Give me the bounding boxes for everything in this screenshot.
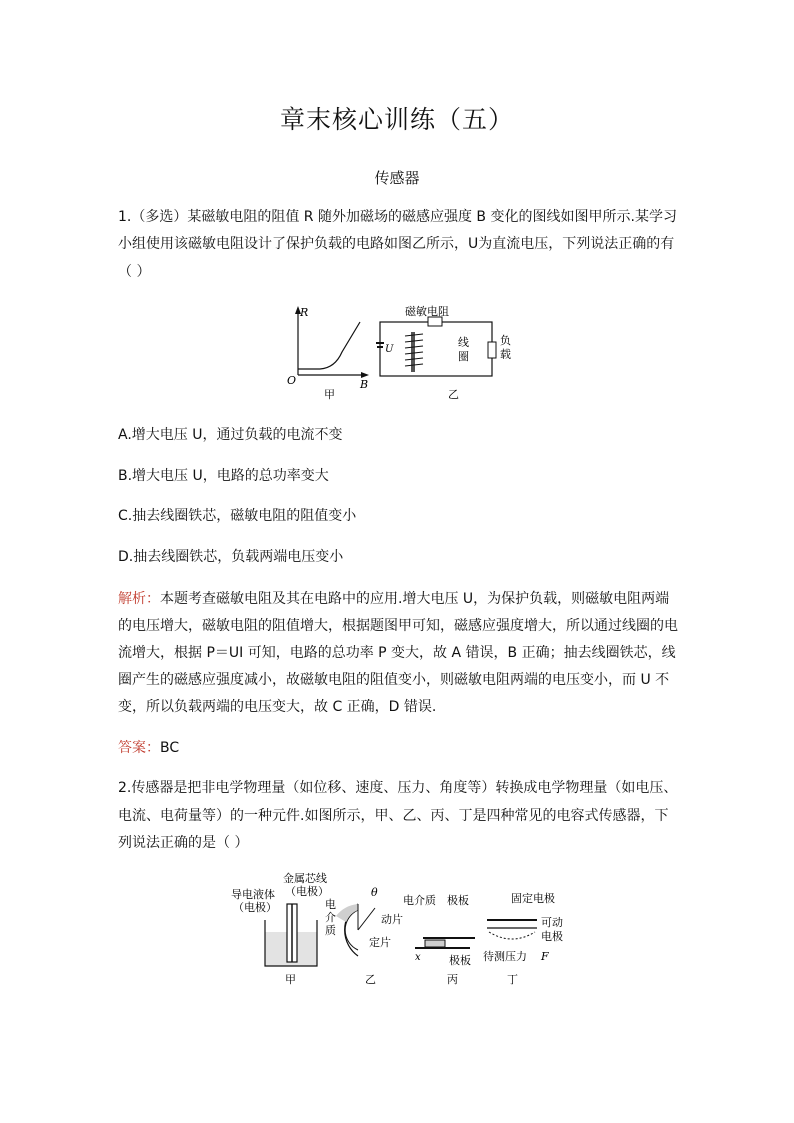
caption-jia: 甲	[285, 973, 296, 986]
movable-label-2: 电极	[541, 930, 563, 943]
q2-stem-line-3: 列说法正确的是（ ）	[118, 835, 249, 851]
q1-option-a: A.增大电压 U，通过负载的电流不变	[118, 427, 343, 443]
answer-value: BC	[160, 740, 180, 756]
q1-analysis-line-4: 圈产生的磁感应强度减小，故磁敏电阻的阻值变小，则磁敏电阻两端的电压变小，而 U 不	[118, 672, 670, 688]
fixed-plate-label: 定片	[369, 936, 391, 949]
coil-label-2: 圈	[458, 350, 469, 363]
resistor-label: 磁敏电阻	[405, 305, 449, 318]
q2-stem-line-1: 2.传感器是把非电学物理量（如位移、速度、压力、角度等）转换成电学物理量（如电压、	[118, 780, 678, 796]
movable-label-1: 可动	[541, 916, 563, 929]
dielectric-label-3: 质	[325, 924, 336, 937]
sensor-ding	[483, 891, 563, 986]
section-subtitle: 传感器	[374, 169, 420, 187]
q1-option-d: D.抽去线圈铁芯，负载两端电压变小	[118, 549, 344, 565]
coil-label-1: 线	[458, 336, 469, 349]
q1-figure	[280, 300, 520, 405]
axis-label-r: R	[300, 306, 309, 319]
plate-top-label: 极板	[447, 894, 469, 907]
caption-yi: 乙	[448, 388, 459, 401]
answer-label: 答案：	[118, 740, 160, 756]
q1-stem-line-3: （ ）	[118, 264, 151, 280]
q1-answer	[118, 737, 179, 757]
sensor-yi	[336, 886, 403, 986]
caption-bing: 丙	[447, 973, 458, 986]
x-label: x	[415, 952, 421, 963]
dielectric-bing-label: 电介质	[403, 894, 436, 907]
moving-plate-label: 动片	[381, 913, 403, 926]
circuit-yi	[376, 304, 511, 401]
sensor-bing	[403, 893, 475, 986]
caption-ding: 丁	[507, 973, 518, 986]
q2-figure	[225, 868, 575, 988]
dielectric-label-1: 电	[325, 898, 336, 911]
q1-analysis-line-3: 流增大，根据 P＝UI 可知，电路的总功率 P 变大，故 A 错误，B 正确；抽去线圈铁芯，线	[118, 645, 676, 661]
q1-analysis-line-1: 解析：本题考查磁敏电阻及其在电路中的应用.增大电压 U，为保护负载，则磁敏电阻两端	[118, 591, 670, 607]
q1-option-c: C.抽去线圈铁芯，磁敏电阻的阻值变小	[118, 508, 357, 524]
q1-stem-line-1: 1.（多选）某磁敏电阻的阻值 R 随外加磁场的磁感应强度 B 变化的图线如图甲所示.某学习	[118, 209, 677, 225]
theta-label: θ	[371, 886, 378, 899]
axis-label-b: B	[360, 378, 369, 391]
caption-yi: 乙	[365, 973, 376, 986]
caption-jia: 甲	[324, 388, 335, 401]
voltage-label-u: U	[385, 344, 394, 355]
analysis-label: 解析：	[118, 591, 160, 607]
q2-stem-line-2: 电流、电荷量等）的一种元件.如图所示，甲、乙、丙、丁是四种常见的电容式传感器，下	[118, 808, 669, 824]
load-label-2: 载	[500, 348, 511, 361]
plate-bottom-label: 极板	[449, 954, 471, 967]
metal-core-label-2: （电极）	[285, 885, 329, 898]
q1-analysis-line-2: 的电压增大，磁敏电阻的阻值增大，根据题图甲可知，磁感应强度增大，所以通过线圈的电	[118, 618, 678, 634]
metal-core-label-1: 金属芯线	[283, 872, 327, 885]
q1-analysis-line-5: 变，所以负载两端的电压变大，故 C 正确，D 错误.	[118, 699, 437, 715]
force-label: F	[541, 950, 549, 963]
origin-label: O	[287, 374, 297, 387]
dielectric-label-2: 介	[325, 911, 336, 924]
graph-jia	[287, 306, 369, 401]
page-title: 章末核心训练（五）	[279, 105, 514, 134]
liquid-label-2: （电极）	[233, 901, 277, 914]
pressure-label: 待测压力	[483, 950, 527, 963]
fixed-electrode-label: 固定电极	[511, 892, 555, 905]
liquid-label-1: 导电液体	[231, 888, 275, 901]
q1-stem-line-2: 小组使用该磁敏电阻设计了保护负载的电路如图乙所示，U为直流电压，下列说法正确的有	[118, 236, 675, 252]
q1-option-b: B.增大电压 U，电路的总功率变大	[118, 468, 329, 484]
load-label-1: 负	[500, 334, 511, 347]
sensor-jia	[231, 871, 336, 986]
